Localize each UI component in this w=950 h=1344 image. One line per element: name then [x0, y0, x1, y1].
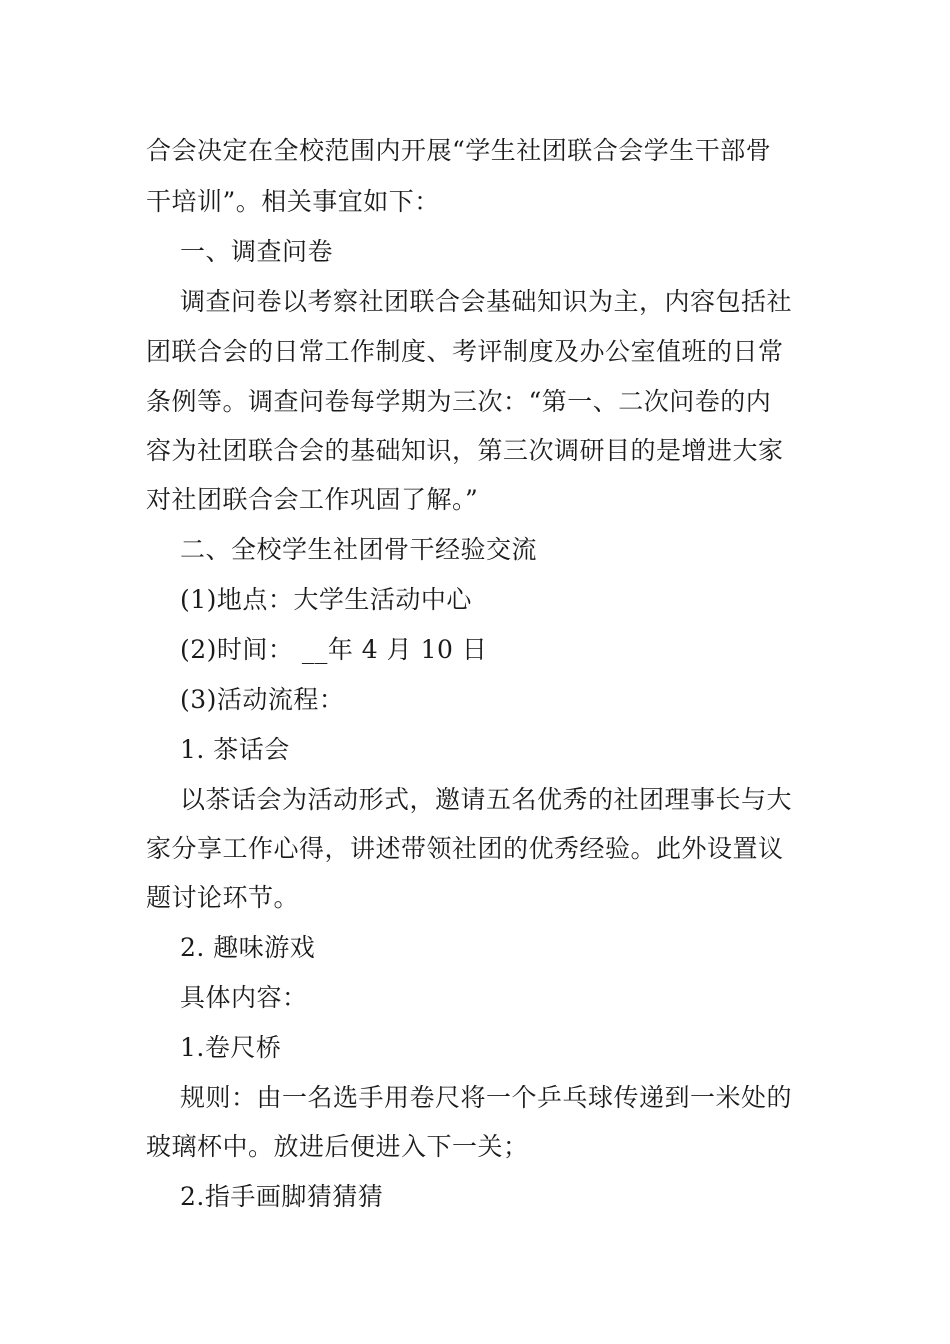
list-item: (1)地点：大学生活动中心: [180, 585, 472, 614]
paragraph-line: 干培训”。相关事宜如下：: [146, 187, 440, 216]
paragraph-line: 对社团联合会工作巩固了解。”: [146, 485, 479, 514]
paragraph-line: 调查问卷以考察社团联合会基础知识为主，内容包括社: [180, 287, 793, 316]
paragraph-line: 具体内容：: [180, 983, 308, 1012]
section-heading: 二、全校学生社团骨干经验交流: [180, 535, 538, 564]
paragraph-line: 家分享工作心得，讲述带领社团的优秀经验。此外设置议: [146, 834, 784, 863]
paragraph-line: 以茶话会为活动形式，邀请五名优秀的社团理事长与大: [180, 785, 793, 814]
paragraph-line: 规则：由一名选手用卷尺将一个乒乓球传递到一米处的: [180, 1083, 793, 1112]
subsection-heading: 2. 趣味游戏: [180, 933, 316, 962]
list-item: 1.卷尺桥: [180, 1033, 282, 1062]
list-item: (3)活动流程：: [180, 685, 345, 714]
subsection-heading: 1. 茶话会: [180, 735, 290, 764]
paragraph-line: 合会决定在全校范围内开展“学生社团联合会学生干部骨: [146, 136, 772, 165]
paragraph-line: 容为社团联合会的基础知识，第三次调研目的是增进大家: [146, 436, 784, 465]
paragraph-line: 玻璃杯中。放进后便进入下一关；: [146, 1132, 529, 1161]
paragraph-line: 题讨论环节。: [146, 883, 300, 912]
list-item: 2.指手画脚猜猜猜: [180, 1182, 384, 1211]
paragraph-line: 团联合会的日常工作制度、考评制度及办公室值班的日常: [146, 337, 784, 366]
list-item: (2)时间： __年 4 月 10 日: [180, 635, 488, 664]
section-heading: 一、调查问卷: [180, 237, 334, 266]
paragraph-line: 条例等。调查问卷每学期为三次：“第一、二次问卷的内: [146, 387, 772, 416]
